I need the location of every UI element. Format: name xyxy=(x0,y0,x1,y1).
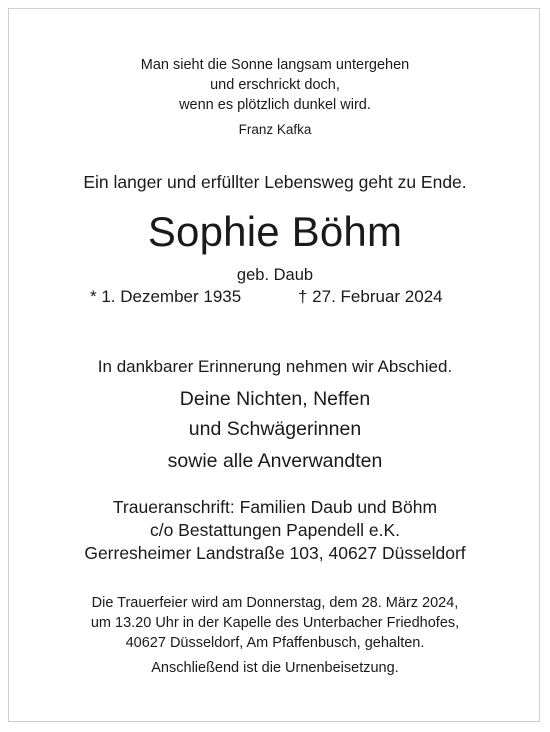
address-line-1: Traueranschrift: Familien Daub und Böhm xyxy=(112,497,438,517)
ceremony-line-4: Anschließend ist die Urnenbeisetzung. xyxy=(151,660,399,676)
quote-line-1: Man sieht die Sonne langsam untergehen xyxy=(140,57,410,73)
quote-line-2: und erschrickt doch, xyxy=(210,77,340,93)
mourners-line-3: sowie alle Anverwandten xyxy=(167,450,383,472)
quote-line-3: wenn es plötzlich dunkel wird. xyxy=(179,97,371,113)
mourners-line-1: Deine Nichten, Neffen xyxy=(179,388,371,410)
ceremony-line-2: um 13.20 Uhr in der Kapelle des Unterbacher Friedhofes, xyxy=(90,615,460,631)
birth-date: * 1. Dezember 1935 xyxy=(90,287,242,306)
deceased-name: Sophie Böhm xyxy=(147,208,403,255)
farewell-text: In dankbarer Erinnerung nehmen wir Abschied. xyxy=(97,357,453,376)
intro-text: Ein langer und erfüllter Lebensweg geht zu Ende. xyxy=(83,172,467,192)
ceremony-line-1: Die Trauerfeier wird am Donnerstag, dem 28. März 2024, xyxy=(91,595,459,611)
life-dates xyxy=(0,287,550,313)
death-date: † 27. Februar 2024 xyxy=(298,287,443,306)
ceremony-line-3: 40627 Düsseldorf, Am Pfaffenbusch, gehalten. xyxy=(125,635,425,651)
address-line-2: c/o Bestattungen Papendell e.K. xyxy=(149,520,401,540)
quote-author: Franz Kafka xyxy=(238,122,312,137)
address-line-3: Gerresheimer Landstraße 103, 40627 Düsseldorf xyxy=(84,543,466,563)
maiden-name: geb. Daub xyxy=(236,266,314,284)
mourners-line-2: und Schwägerinnen xyxy=(188,418,362,440)
